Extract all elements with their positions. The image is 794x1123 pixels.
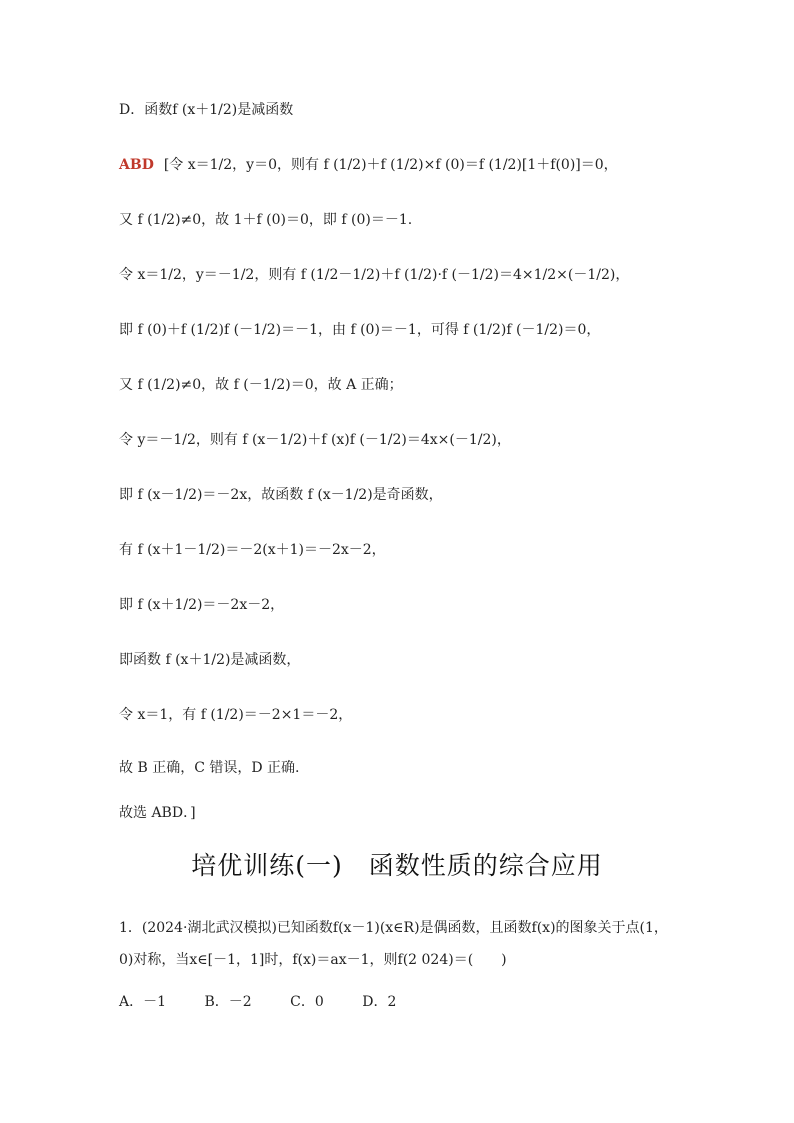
solution-line: 故 B 正确，C 错误，D 正确. (119, 760, 300, 776)
solution-line: 令 x＝1/2，y＝－1/2，则有 f (1/2－1/2)＋f (1/2)·f (－1/2)＝4×1/2×(－1/2)， (119, 267, 630, 283)
question-options (119, 992, 430, 1012)
option-c: C．0 (290, 994, 324, 1010)
solution-line: 即 f (0)＋f (1/2)f (－1/2)＝－1，由 f (0)＝－1，可得 f (1/2)f (－1/2)＝0， (119, 322, 601, 338)
option-b: B．－2 (204, 994, 252, 1010)
question-text: 1．(2024·湖北武汉模拟)已知函数f(x－1)(x∈R)是偶函数，且函数f(x)的图象关于点(1，0)对称，当x∈[－1，1]时，f(x)＝ax－1，则f(2 024)＝( ) (119, 920, 668, 968)
solution-line: 故选 ABD．] (119, 805, 196, 821)
solution-line: 又 f (1/2)≠0，故 1＋f (0)＝0，即 f (0)＝－1. (119, 212, 413, 228)
solution-line: 又 f (1/2)≠0，故 f (－1/2)＝0，故 A 正确； (119, 377, 403, 393)
section-title: 培优训练(一) 函数性质的综合应用 (191, 851, 603, 880)
solution-line: 有 f (x＋1－1/2)＝－2(x＋1)＝－2x－2， (119, 542, 386, 558)
answer-label: ABD (119, 157, 154, 173)
solution-line: 即 f (x－1/2)＝－2x，故函数 f (x－1/2)是奇函数， (119, 487, 443, 503)
option-d: D．2 (362, 994, 397, 1010)
option-a: A．－1 (119, 994, 167, 1010)
option-d-line: D．函数f (x＋1/2)是减函数 (119, 102, 294, 118)
solution-line: 即 f (x＋1/2)＝－2x－2， (119, 597, 285, 613)
solution-line: 令 y＝－1/2，则有 f (x－1/2)＋f (x)f (－1/2)＝4x×(－1/2)， (119, 432, 511, 448)
solution-first-line (119, 155, 618, 175)
solution-line: 令 x＝1，有 f (1/2)＝－2×1＝－2， (119, 707, 353, 723)
solution-line: [令 x＝1/2，y＝0，则有 f (1/2)＋f (1/2)×f (0)＝f (1/2)[1＋f(0)]＝0， (163, 157, 618, 173)
solution-line: 即函数 f (x＋1/2)是减函数， (119, 652, 301, 668)
